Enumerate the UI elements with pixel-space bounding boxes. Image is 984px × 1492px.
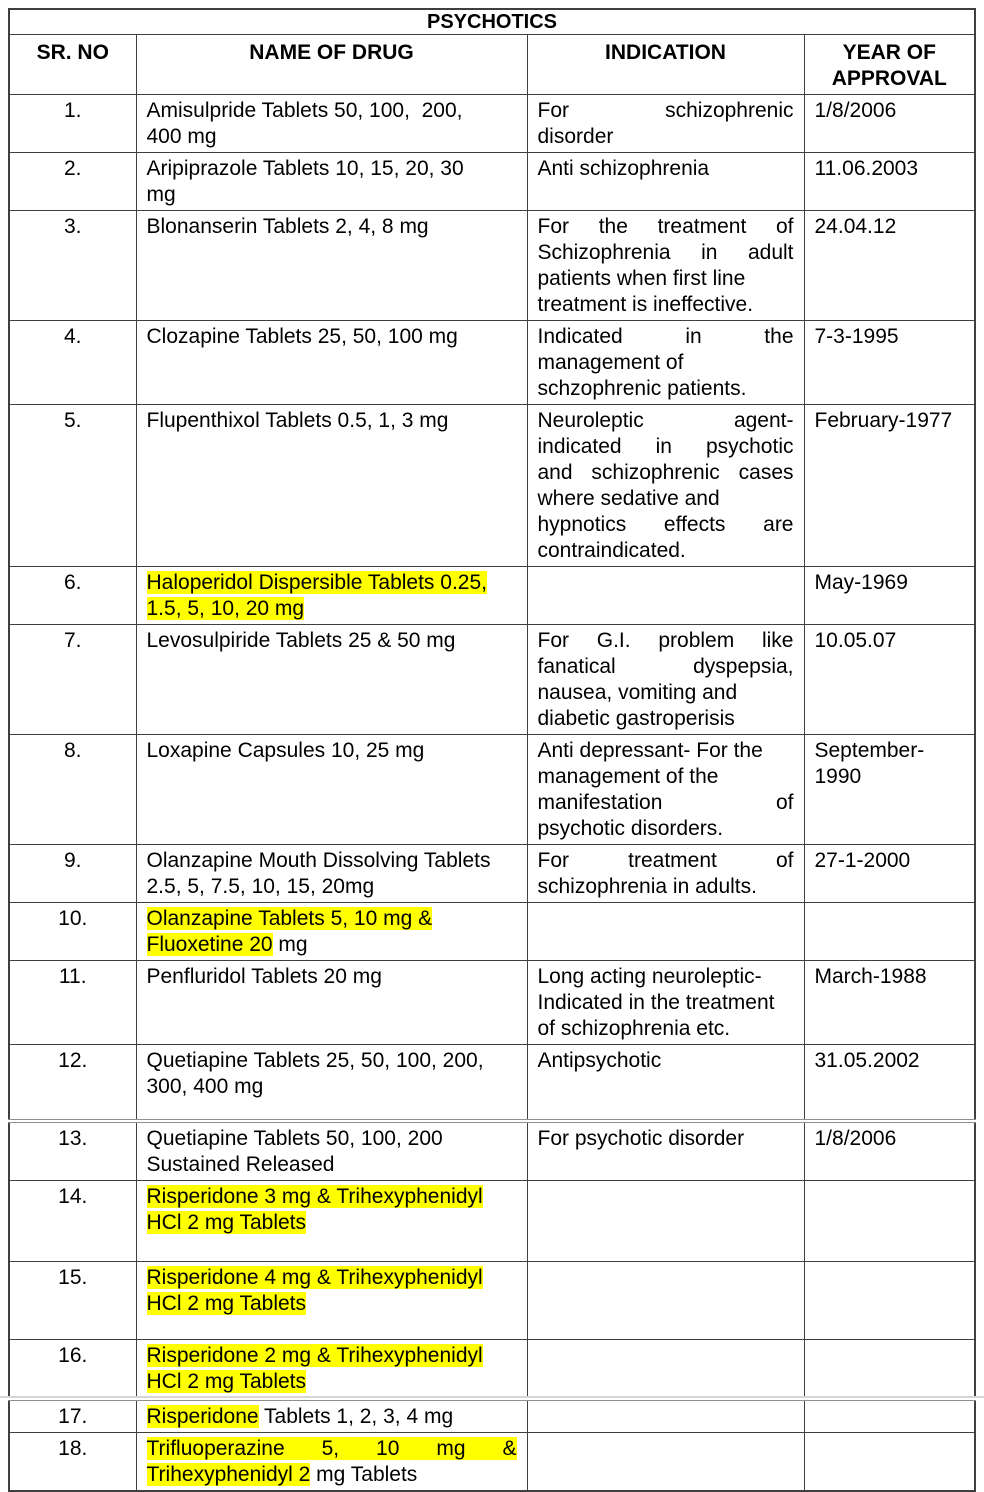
plain-text: 400 mg (146, 124, 217, 148)
plain-text: Schizophrenia in adult (537, 240, 794, 264)
cell-line (815, 98, 965, 124)
table-row (9, 734, 975, 844)
indication-cell (527, 320, 804, 404)
plain-text: May-1969 (814, 570, 908, 594)
cell-line (538, 214, 794, 240)
indication-cell (527, 94, 804, 152)
year-cell (804, 94, 975, 152)
year-cell (804, 960, 975, 1044)
indication-cell (527, 624, 804, 734)
drug-name-cell (136, 960, 527, 1044)
plain-text: 31.05.2002 (814, 1048, 920, 1072)
plain-text: Long acting neuroleptic- (537, 964, 762, 988)
cell-line (538, 738, 794, 764)
cell-line (147, 182, 517, 208)
sr-no-cell: 17. (9, 1399, 136, 1433)
drug-name-cell (136, 1181, 527, 1262)
drug-name-cell (136, 1433, 527, 1492)
table-row (9, 1262, 975, 1340)
indication-cell (527, 1044, 804, 1121)
drug-name-cell (136, 1262, 527, 1340)
plain-text: 11.06.2003 (814, 156, 919, 180)
plain-text: For G.I. problem like (537, 628, 794, 652)
cell-line (538, 1126, 794, 1152)
cell-line (815, 156, 965, 182)
drug-name-cell (136, 844, 527, 902)
plain-text: management of (537, 350, 684, 374)
column-header-sr-no: SR. NO (9, 34, 136, 94)
plain-text: 300, 400 mg (146, 1074, 264, 1098)
indication-cell (527, 566, 804, 624)
table-title-row (9, 9, 975, 34)
sr-no-cell: 10. (9, 902, 136, 960)
cell-line (538, 654, 794, 680)
table-row (9, 1340, 975, 1400)
plain-text: schizophrenia in adults. (537, 874, 757, 898)
plain-text: schzophrenic patients. (537, 376, 747, 400)
indication-cell (527, 734, 804, 844)
year-cell (804, 1433, 975, 1492)
drug-name-cell (136, 1044, 527, 1121)
indication-cell (527, 1181, 804, 1262)
plain-text: of schizophrenia etc. (537, 1016, 731, 1040)
indication-cell (527, 1399, 804, 1433)
indication-cell (527, 404, 804, 566)
cell-line (538, 990, 794, 1016)
plain-text: March-1988 (814, 964, 927, 988)
psychotics-table (8, 8, 976, 1492)
cell-line (538, 156, 794, 182)
cell-line (538, 240, 794, 266)
column-header-indication: INDICATION (527, 34, 804, 94)
drug-name-cell (136, 94, 527, 152)
plain-text: February-1977 (814, 408, 953, 432)
plain-text: fanatical dyspepsia, (537, 654, 794, 678)
plain-text: mg (272, 932, 308, 956)
plain-text: For treatment of (537, 848, 794, 872)
plain-text: For schizophrenic (537, 98, 794, 122)
cell-line (538, 680, 794, 706)
table-row (9, 1399, 975, 1433)
highlighted-text: HCl 2 mg Tablets (146, 1292, 307, 1315)
highlighted-text: HCl 2 mg Tablets (146, 1370, 307, 1393)
sr-no-cell: 8. (9, 734, 136, 844)
drug-name-cell (136, 152, 527, 210)
cell-line (147, 1152, 517, 1178)
cell-line (538, 706, 794, 732)
sr-no-cell: 16. (9, 1340, 136, 1400)
cell-line (147, 408, 517, 434)
indication-cell (527, 1121, 804, 1181)
cell-line (147, 1265, 517, 1291)
drug-name-cell (136, 624, 527, 734)
sr-no-cell: 2. (9, 152, 136, 210)
cell-line (815, 738, 965, 764)
cell-line (147, 874, 517, 900)
cell-line (147, 906, 517, 932)
plain-text: Quetiapine Tablets 50, 100, 200 (146, 1127, 443, 1150)
year-cell (804, 1340, 975, 1400)
plain-text: Quetiapine Tablets 25, 50, 100, 200, (146, 1048, 484, 1072)
year-cell (804, 320, 975, 404)
plain-text: patients when first line (537, 266, 746, 290)
cell-line (538, 460, 794, 486)
plain-text: Loxapine Capsules 10, 25 mg (146, 738, 425, 762)
plain-text: disorder (537, 124, 614, 148)
plain-text: Anti depressant- For the (537, 738, 763, 762)
sr-no-cell: 9. (9, 844, 136, 902)
cell-line (538, 350, 794, 376)
cell-line (147, 124, 517, 150)
cell-line (815, 408, 965, 434)
page-edge-line (0, 1396, 984, 1398)
plain-text: Amisulpride Tablets 50, 100, 200, (146, 98, 463, 122)
highlighted-text: Risperidone 2 mg & Trihexyphenidyl (146, 1344, 483, 1367)
table-row (9, 210, 975, 320)
indication-cell (527, 844, 804, 902)
table-row (9, 152, 975, 210)
table-row (9, 1433, 975, 1492)
plain-text: Indicated in the treatment (537, 990, 775, 1014)
cell-line (147, 324, 517, 350)
drug-name-cell (136, 1340, 527, 1400)
cell-line (538, 434, 794, 460)
cell-line (147, 1462, 517, 1488)
cell-line (815, 214, 965, 240)
indication-cell (527, 1262, 804, 1340)
cell-line (538, 408, 794, 434)
year-cell (804, 1121, 975, 1181)
highlighted-text: Fluoxetine 20 (146, 932, 273, 956)
drug-name-cell (136, 566, 527, 624)
plain-text: September- (814, 738, 925, 762)
plain-text: Flupenthixol Tablets 0.5, 1, 3 mg (146, 408, 449, 432)
year-cell (804, 902, 975, 960)
sr-no-cell: 14. (9, 1181, 136, 1262)
table-row (9, 624, 975, 734)
indication-cell (527, 152, 804, 210)
year-cell (804, 1181, 975, 1262)
cell-line (815, 964, 965, 990)
plain-text: Aripiprazole Tablets 10, 15, 20, 30 (146, 156, 464, 180)
year-cell (804, 624, 975, 734)
plain-text: Neuroleptic agent- (537, 408, 794, 432)
cell-line (147, 98, 517, 124)
cell-line (147, 1291, 517, 1317)
plain-text: Clozapine Tablets 25, 50, 100 mg (146, 324, 458, 348)
cell-line (538, 486, 794, 512)
highlighted-text: Risperidone 4 mg & Trihexyphenidyl (146, 1266, 483, 1289)
cell-line (538, 848, 794, 874)
cell-line (538, 874, 794, 900)
plain-text: 1990 (814, 764, 862, 788)
plain-text: treatment is ineffective. (537, 292, 754, 316)
highlighted-text: Olanzapine Tablets 5, 10 mg & (146, 906, 433, 930)
cell-line (147, 628, 517, 654)
cell-line (538, 964, 794, 990)
plain-text: nausea, vomiting and (537, 680, 738, 704)
column-header-year-of-approval: YEAR OF APPROVAL (804, 34, 975, 94)
cell-line (147, 1184, 517, 1210)
cell-line (815, 764, 965, 790)
plain-text: Levosulpiride Tablets 25 & 50 mg (146, 628, 456, 652)
plain-text: 1/8/2006 (814, 98, 897, 122)
cell-line (538, 376, 794, 402)
sr-no-cell: 7. (9, 624, 136, 734)
cell-line (147, 596, 517, 622)
cell-line (538, 764, 794, 790)
indication-cell (527, 902, 804, 960)
cell-line (147, 156, 517, 182)
cell-line (815, 324, 965, 350)
highlighted-text: Trihexyphenidyl 2 (146, 1463, 311, 1486)
cell-line (147, 1074, 517, 1100)
plain-text: psychotic disorders. (537, 816, 724, 840)
cell-line (538, 124, 794, 150)
plain-text: indicated in psychotic (537, 434, 794, 458)
sr-no-cell: 6. (9, 566, 136, 624)
sr-no-cell: 12. (9, 1044, 136, 1121)
drug-name-cell (136, 1399, 527, 1433)
plain-text: manifestation of (537, 790, 794, 814)
plain-text: hypnotics effects are (537, 512, 794, 536)
table-row (9, 566, 975, 624)
highlighted-text: Trifluoperazine 5, 10 mg & (146, 1437, 517, 1460)
plain-text: Blonanserin Tablets 2, 4, 8 mg (146, 214, 429, 238)
cell-line (147, 1210, 517, 1236)
cell-line (147, 1126, 517, 1152)
cell-line (815, 628, 965, 654)
plain-text: contraindicated. (537, 538, 686, 562)
cell-line (538, 512, 794, 538)
year-cell (804, 1044, 975, 1121)
year-cell (804, 1262, 975, 1340)
plain-text: For the treatment of (537, 214, 794, 238)
sr-no-cell: 4. (9, 320, 136, 404)
cell-line (147, 738, 517, 764)
cell-line (147, 214, 517, 240)
sr-no-cell: 1. (9, 94, 136, 152)
plain-text: Sustained Released (146, 1153, 335, 1176)
cell-line (815, 1126, 965, 1152)
sr-no-cell: 13. (9, 1121, 136, 1181)
cell-line (147, 848, 517, 874)
drug-name-cell (136, 320, 527, 404)
plain-text: Anti schizophrenia (537, 156, 710, 180)
cell-line (815, 848, 965, 874)
cell-line (538, 98, 794, 124)
cell-line (815, 570, 965, 596)
cell-line (147, 932, 517, 958)
plain-text: and schizophrenic cases (537, 460, 794, 484)
indication-cell (527, 1433, 804, 1492)
table-row (9, 94, 975, 152)
drug-name-cell (136, 1121, 527, 1181)
plain-text: 10.05.07 (814, 628, 897, 652)
plain-text: Tablets 1, 2, 3, 4 mg (258, 1405, 454, 1428)
plain-text: Indicated in the (537, 324, 794, 348)
indication-cell (527, 1340, 804, 1400)
cell-line (147, 1404, 517, 1430)
cell-line (538, 1048, 794, 1074)
table-row (9, 404, 975, 566)
year-cell (804, 152, 975, 210)
plain-text: 2.5, 5, 7.5, 10, 15, 20mg (146, 874, 375, 898)
cell-line (538, 790, 794, 816)
year-cell (804, 210, 975, 320)
year-cell (804, 734, 975, 844)
highlighted-text: Risperidone 3 mg & Trihexyphenidyl (146, 1185, 483, 1208)
highlighted-text: Risperidone (146, 1405, 259, 1428)
plain-text: where sedative and (537, 486, 720, 510)
sr-no-cell: 11. (9, 960, 136, 1044)
drug-name-cell (136, 404, 527, 566)
year-cell (804, 844, 975, 902)
plain-text: Antipsychotic (537, 1048, 662, 1072)
table-row (9, 1121, 975, 1181)
plain-text: 27-1-2000 (814, 848, 911, 872)
plain-text: 1/8/2006 (814, 1127, 897, 1150)
cell-line (147, 1369, 517, 1395)
highlighted-text: Haloperidol Dispersible Tablets 0.25, (146, 570, 487, 594)
cell-line (538, 1016, 794, 1042)
cell-line (538, 324, 794, 350)
drug-name-cell (136, 734, 527, 844)
cell-line (147, 570, 517, 596)
sr-no-cell: 5. (9, 404, 136, 566)
table-header-row (9, 34, 975, 94)
cell-line (147, 1343, 517, 1369)
table-title: PSYCHOTICS (9, 9, 975, 34)
column-header-name-of-drug: NAME OF DRUG (136, 34, 527, 94)
table-row (9, 1181, 975, 1262)
year-cell (804, 404, 975, 566)
highlighted-text: HCl 2 mg Tablets (146, 1211, 307, 1234)
sr-no-cell: 18. (9, 1433, 136, 1492)
cell-line (815, 1048, 965, 1074)
drug-name-cell (136, 210, 527, 320)
cell-line (147, 1436, 517, 1462)
table-row (9, 844, 975, 902)
year-cell (804, 1399, 975, 1433)
plain-text: diabetic gastroperisis (537, 706, 735, 730)
plain-text: 24.04.12 (814, 214, 897, 238)
indication-cell (527, 210, 804, 320)
indication-cell (527, 960, 804, 1044)
plain-text: mg (146, 182, 176, 206)
sr-no-cell: 3. (9, 210, 136, 320)
plain-text: Olanzapine Mouth Dissolving Tablets (146, 848, 491, 872)
table-row (9, 902, 975, 960)
highlighted-text: 1.5, 5, 10, 20 mg (146, 596, 305, 620)
cell-line (538, 266, 794, 292)
drug-name-cell (136, 902, 527, 960)
plain-text: For psychotic disorder (537, 1127, 745, 1150)
cell-line (538, 292, 794, 318)
cell-line (147, 1048, 517, 1074)
plain-text: 7-3-1995 (814, 324, 899, 348)
table-row (9, 320, 975, 404)
sr-no-cell: 15. (9, 1262, 136, 1340)
cell-line (538, 628, 794, 654)
plain-text: management of the (537, 764, 719, 788)
plain-text: mg Tablets (310, 1463, 418, 1486)
cell-line (538, 538, 794, 564)
year-cell (804, 566, 975, 624)
plain-text: Penfluridol Tablets 20 mg (146, 964, 382, 988)
cell-line (147, 964, 517, 990)
table-row (9, 960, 975, 1044)
cell-line (538, 816, 794, 842)
table-row (9, 1044, 975, 1121)
table-body (9, 94, 975, 1491)
